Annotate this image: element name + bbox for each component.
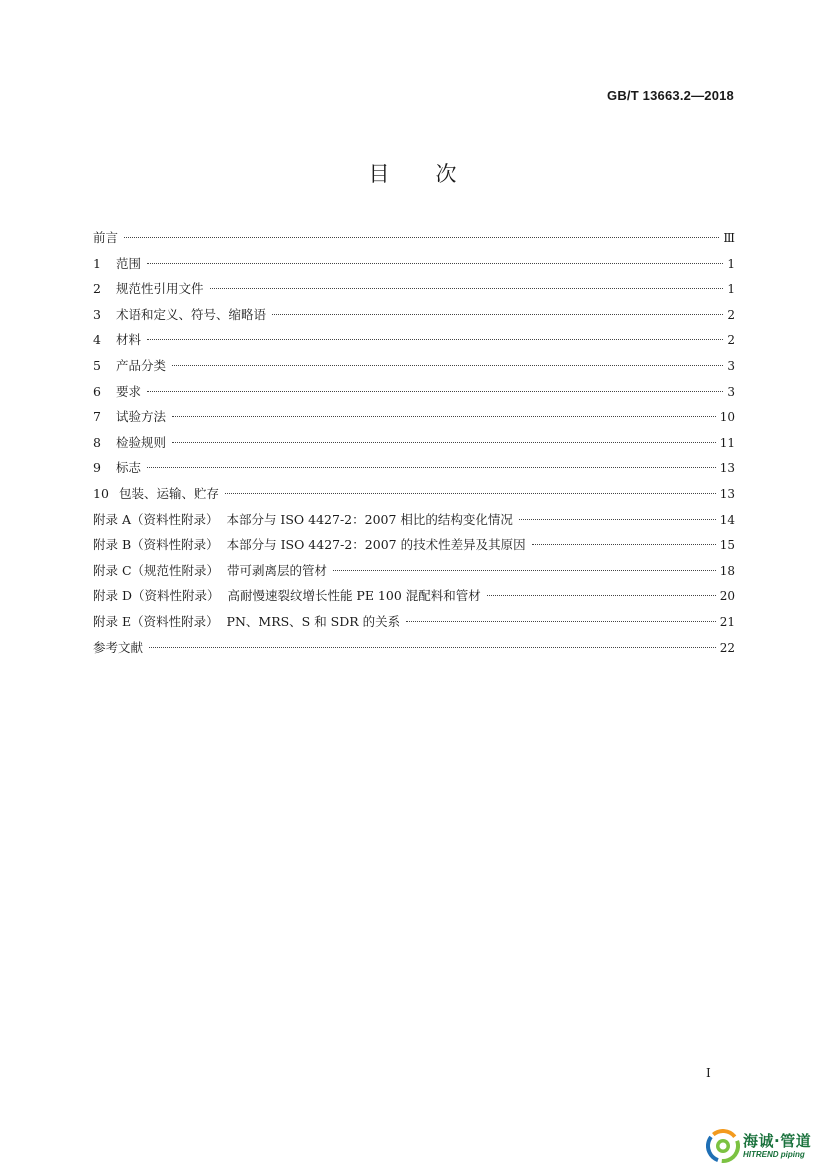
toc-entry-label: 附录 A（资料性附录） 本部分与 ISO 4427-2：2007 相比的结构变化情况 [93,511,513,527]
toc-entry-page: 2 [727,333,735,348]
toc-entry[interactable] [93,379,735,405]
toc-entry-page: 11 [719,435,735,450]
toc-entry[interactable] [93,583,735,609]
toc-dot-leader [172,416,716,417]
toc-entry-label: 术语和定义、符号、缩略语 [116,306,267,322]
toc-entry[interactable] [93,532,735,558]
toc-entry-page: 15 [719,538,735,553]
toc-entry-label: 标志 [116,460,142,476]
toc-entry-number: 2 [93,281,101,297]
toc-entry[interactable] [93,276,735,302]
toc-entry-label: 前言 [93,230,119,245]
toc-entry-page: 13 [719,486,735,501]
toc-entry[interactable] [93,302,735,328]
logo-swirl-icon [706,1129,740,1163]
toc-entry-number: 6 [93,383,101,399]
toc-entry-label: 范围 [116,255,142,271]
page-number: Ⅰ [706,1066,711,1080]
toc-entry-number: 3 [93,306,101,322]
toc-dot-leader [172,365,723,366]
toc-dot-leader [149,647,716,648]
toc-entry-label: 附录 E（资料性附录） PN、MRS、S 和 SDR 的关系 [93,613,401,629]
toc-entry-label: 材料 [116,332,142,348]
toc-dot-leader [225,493,716,494]
toc-dot-leader [147,263,723,264]
toc-entry-page: 14 [719,512,735,527]
toc-entry-number: 1 [93,255,101,271]
page-title [0,158,827,188]
toc-entry-label: 试验方法 [116,409,167,425]
toc-dot-leader [147,339,723,340]
toc-entry[interactable] [93,225,735,251]
toc-dot-leader [147,467,716,468]
toc-entry-page: 10 [719,410,735,425]
toc-dot-leader [147,391,723,392]
toc-entry-label: 包装、运输、贮存 [119,485,220,501]
toc-entry-label: 规范性引用文件 [116,281,204,297]
toc-entry[interactable] [93,558,735,584]
toc-entry[interactable] [93,455,735,481]
logo-wordmark [743,1131,812,1159]
toc-dot-leader [333,570,716,571]
toc-entry-page: 1 [727,282,735,297]
logo-chinese-name: 海诚·管道 [743,1131,812,1150]
toc-entry-page: 20 [719,589,735,604]
toc-entry-page: 3 [727,358,735,373]
toc-entry-number: 8 [93,434,101,450]
toc-dot-leader [124,237,719,238]
toc-entry-page: 21 [719,614,735,629]
toc-entry-label: 要求 [116,383,142,399]
toc-entry-page: 3 [727,384,735,399]
toc-dot-leader [272,314,723,315]
company-logo [706,1127,822,1165]
toc-entry[interactable] [93,481,735,507]
toc-entry[interactable] [93,430,735,456]
toc-entry[interactable] [93,404,735,430]
toc-entry-page: 1 [727,256,735,271]
toc-entry-label: 附录 C（规范性附录） 带可剥离层的管材 [93,562,327,578]
toc-entry-page: 2 [727,307,735,322]
toc-entry-page: Ⅲ [723,231,735,245]
toc-entry[interactable] [93,327,735,353]
logo-english-name: HITREND piping [743,1149,805,1159]
toc-entry[interactable] [93,635,735,661]
toc-entry-page: 22 [719,640,735,655]
toc-entry-page: 18 [719,563,735,578]
table-of-contents [93,225,735,660]
toc-entry[interactable] [93,353,735,379]
toc-entry[interactable] [93,251,735,277]
toc-entry-page: 13 [719,461,735,476]
toc-entry-label: 附录 B（资料性附录） 本部分与 ISO 4427-2：2007 的技术性差异及其原因 [93,537,526,553]
toc-entry-label: 产品分类 [116,357,167,373]
toc-entry[interactable] [93,609,735,635]
toc-entry-label: 检验规则 [116,434,167,450]
title-char-1: 目 [368,162,392,186]
toc-entry-number: 4 [93,332,101,348]
standard-code: GB/T 13663.2—2018 [607,88,734,103]
toc-dot-leader [172,442,716,443]
toc-dot-leader [487,595,716,596]
toc-dot-leader [210,288,723,289]
toc-dot-leader [532,544,716,545]
toc-entry-number: 5 [93,357,101,373]
toc-entry-number: 7 [93,409,101,425]
toc-entry-number: 10 [93,485,109,501]
toc-entry-number: 9 [93,460,101,476]
title-char-2: 次 [435,162,459,186]
toc-entry-label: 参考文献 [93,639,144,655]
toc-dot-leader [406,621,716,622]
toc-dot-leader [519,519,716,520]
toc-entry-label: 附录 D（资料性附录） 高耐慢速裂纹增长性能 PE 100 混配料和管材 [93,588,481,604]
toc-entry[interactable] [93,507,735,533]
